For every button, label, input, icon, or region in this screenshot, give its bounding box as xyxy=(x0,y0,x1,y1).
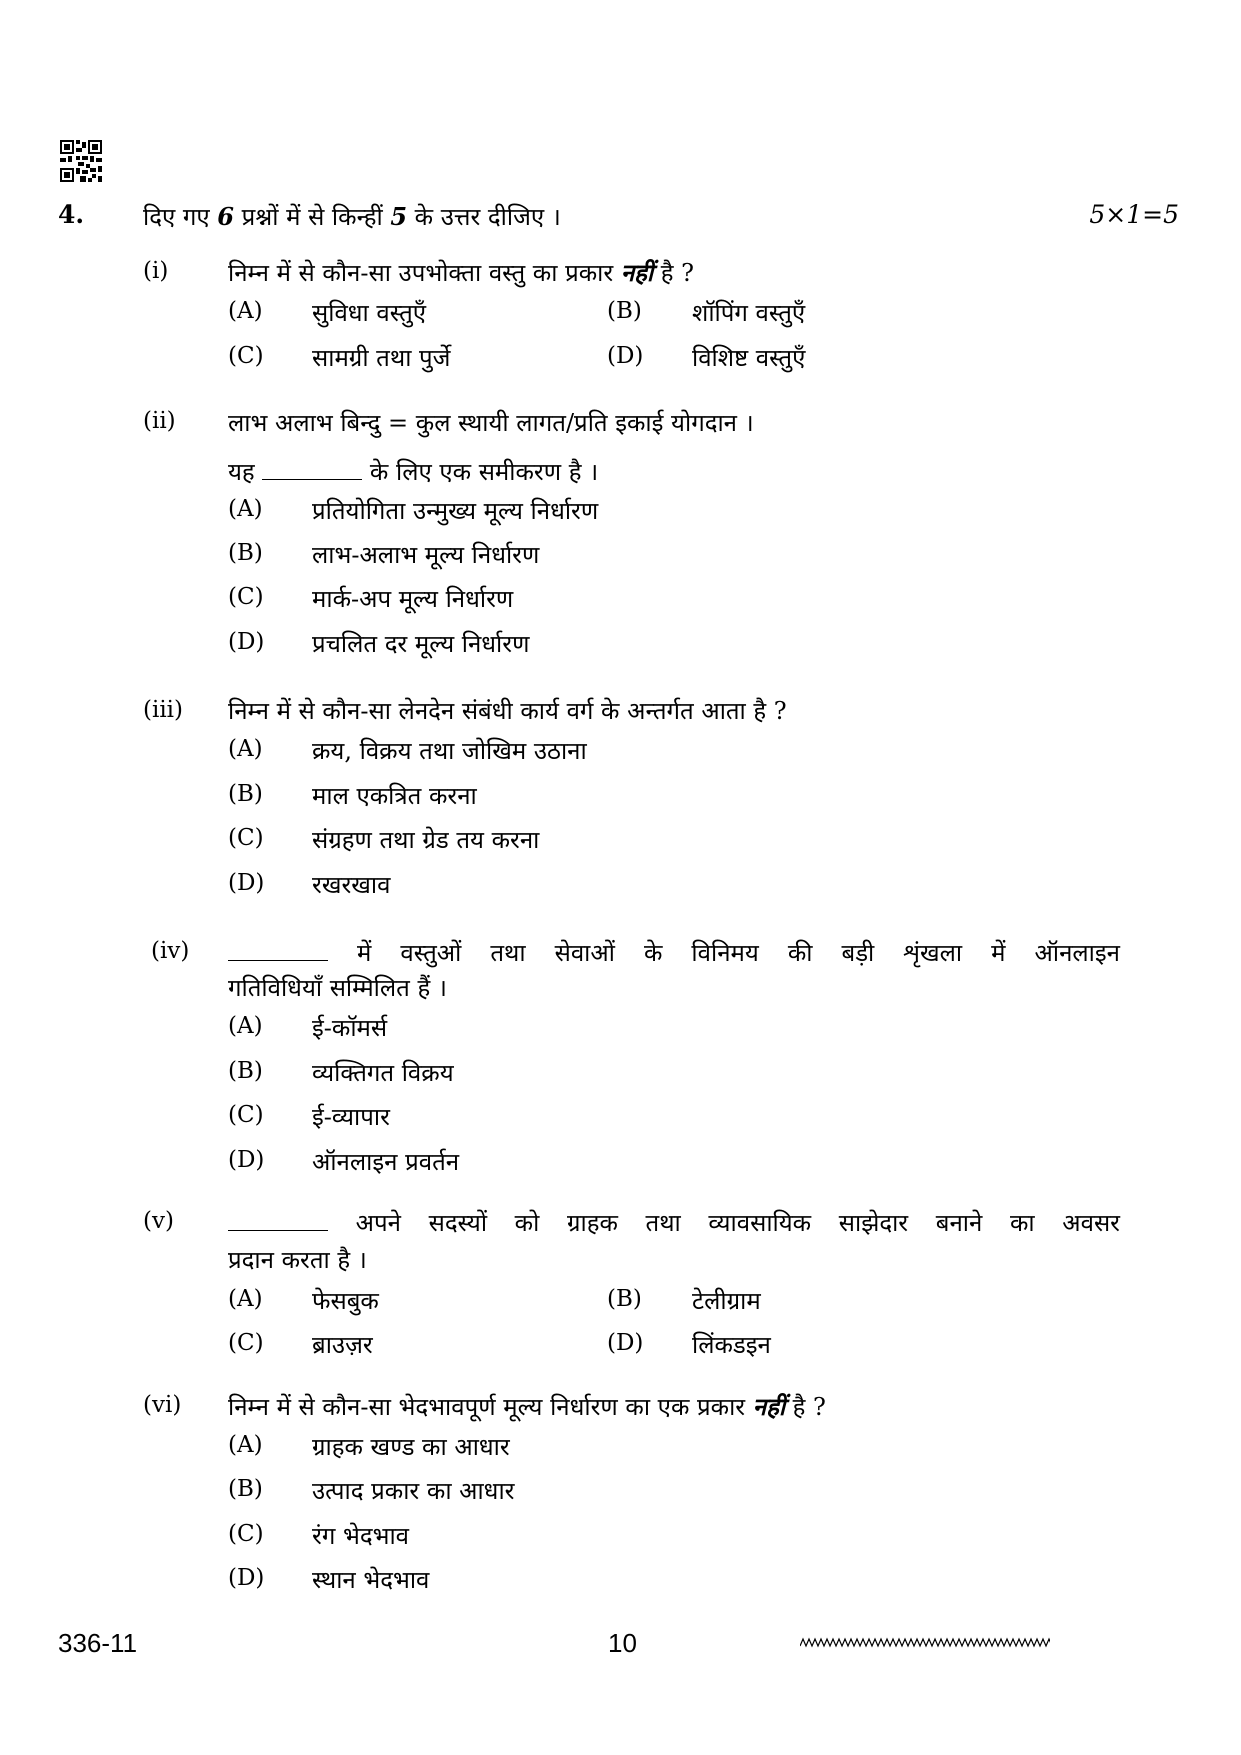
option-text: ग्राहक खण्ड का आधार xyxy=(312,1433,510,1461)
fill-blank xyxy=(228,938,328,961)
option-label: (C) xyxy=(228,343,264,369)
option-text: सुविधा वस्तुएँ xyxy=(312,299,427,327)
instruction-pre: दिए गए xyxy=(143,203,218,231)
option-label: (C) xyxy=(228,1330,264,1356)
stem-post: है ? xyxy=(785,1393,826,1421)
stem-emphasis: नहीं xyxy=(620,258,654,287)
option-text: उत्पाद प्रकार का आधार xyxy=(312,1477,515,1505)
question-stem-line2: प्रदान करता है । xyxy=(228,1246,367,1274)
sub-question-number: (vi) xyxy=(143,1392,182,1418)
option-label: (A) xyxy=(228,736,263,762)
question-stem: निम्न में से कौन-सा लेनदेन संबंधी कार्य वर्ग के अन्तर्गत आता है ? xyxy=(228,697,787,725)
option-label: (A) xyxy=(228,298,263,324)
question-stem-line1 xyxy=(228,1206,1120,1239)
instruction-num2: 5 xyxy=(390,202,408,231)
option-label: (A) xyxy=(228,1013,263,1039)
option-label: (D) xyxy=(228,1147,265,1173)
option-text: ब्राउज़र xyxy=(312,1331,373,1359)
sub-question-number: (v) xyxy=(143,1208,174,1234)
option-label: (D) xyxy=(228,629,265,655)
option-label: (B) xyxy=(228,1476,263,1502)
option-text: माल एकत्रित करना xyxy=(312,782,477,810)
question-instruction xyxy=(143,200,561,233)
stem-post: है ? xyxy=(653,259,694,287)
option-label: (D) xyxy=(228,1565,265,1591)
option-text: प्रचलित दर मूल्य निर्धारण xyxy=(312,630,530,658)
option-text: सामग्री तथा पुर्जे xyxy=(312,344,451,372)
option-text: क्रय, विक्रय तथा जोखिम उठाना xyxy=(312,737,587,765)
option-text: विशिष्ट वस्तुएँ xyxy=(692,344,806,372)
marks: 5×1=5 xyxy=(1089,200,1179,229)
question-stem-line1: लाभ अलाभ बिन्दु = कुल स्थायी लागत/प्रति इकाई योगदान । xyxy=(228,409,754,437)
question-stem xyxy=(228,256,694,289)
option-label: (D) xyxy=(228,870,265,896)
stem-pre: निम्न में से कौन-सा भेदभावपूर्ण मूल्य निर्धारण का एक प्रकार xyxy=(228,1393,753,1421)
sub-question-number: (iv) xyxy=(151,938,190,964)
question-stem-line2 xyxy=(228,455,598,488)
option-label: (B) xyxy=(607,298,642,324)
option-text: ऑनलाइन प्रवर्तन xyxy=(312,1148,460,1176)
question-stem-line1 xyxy=(228,936,1120,969)
option-text: फेसबुक xyxy=(312,1287,379,1315)
page-number: 10 xyxy=(608,1628,637,1658)
stem-pre: यह xyxy=(228,458,263,486)
instruction-num1: 6 xyxy=(217,202,234,231)
instruction-mid: प्रश्नों में से किन्हीं xyxy=(233,203,391,231)
wave-decoration-icon xyxy=(800,1634,1050,1652)
option-text: टेलीग्राम xyxy=(692,1287,761,1315)
option-text: ई-कॉमर्स xyxy=(312,1014,388,1042)
option-label: (C) xyxy=(228,584,264,610)
option-label: (C) xyxy=(228,1102,264,1128)
option-text: लाभ-अलाभ मूल्य निर्धारण xyxy=(312,541,540,569)
option-text: ई-व्यापार xyxy=(312,1103,390,1131)
option-text: संग्रहण तथा ग्रेड तय करना xyxy=(312,826,540,854)
option-label: (D) xyxy=(607,1330,644,1356)
stem-pre: निम्न में से कौन-सा उपभोक्ता वस्तु का प्रकार xyxy=(228,259,621,287)
question-number: 4. xyxy=(58,200,85,229)
option-label: (A) xyxy=(228,1286,263,1312)
qr-code-icon xyxy=(60,140,102,182)
fill-blank xyxy=(262,457,362,480)
option-label: (B) xyxy=(607,1286,642,1312)
stem-post: के लिए एक समीकरण है । xyxy=(362,458,599,486)
option-text: रखरखाव xyxy=(312,871,391,899)
stem-emphasis: नहीं xyxy=(752,1392,786,1421)
stem-text: में वस्तुओं तथा सेवाओं के विनिमय की बड़ी शृंखला में ऑनलाइन xyxy=(357,939,1121,967)
option-text: लिंकडइन xyxy=(692,1331,771,1359)
sub-question-number: (i) xyxy=(143,258,169,284)
option-text: प्रतियोगिता उन्मुख्य मूल्य निर्धारण xyxy=(312,497,599,525)
question-stem xyxy=(228,1390,826,1423)
question-stem-line2: गतिविधियाँ सम्मिलित हैं । xyxy=(228,974,447,1002)
option-label: (A) xyxy=(228,1432,263,1458)
option-label: (B) xyxy=(228,781,263,807)
stem-text: अपने सदस्यों को ग्राहक तथा व्यावसायिक साझेदार बनाने का अवसर xyxy=(355,1209,1120,1237)
sub-question-number: (iii) xyxy=(143,697,184,723)
option-label: (A) xyxy=(228,496,263,522)
option-text: शॉपिंग वस्तुएँ xyxy=(692,299,806,327)
sub-question-number: (ii) xyxy=(143,408,176,434)
option-label: (C) xyxy=(228,1521,264,1547)
fill-blank xyxy=(228,1208,328,1231)
option-label: (B) xyxy=(228,540,263,566)
instruction-post: के उत्तर दीजिए । xyxy=(407,203,561,231)
option-text: व्यक्तिगत विक्रय xyxy=(312,1059,454,1087)
option-text: स्थान भेदभाव xyxy=(312,1566,430,1594)
option-label: (D) xyxy=(607,343,644,369)
paper-code: 336-11 xyxy=(58,1628,138,1658)
option-text: रंग भेदभाव xyxy=(312,1522,410,1550)
option-label: (B) xyxy=(228,1058,263,1084)
option-text: मार्क-अप मूल्य निर्धारण xyxy=(312,585,514,613)
option-label: (C) xyxy=(228,825,264,851)
